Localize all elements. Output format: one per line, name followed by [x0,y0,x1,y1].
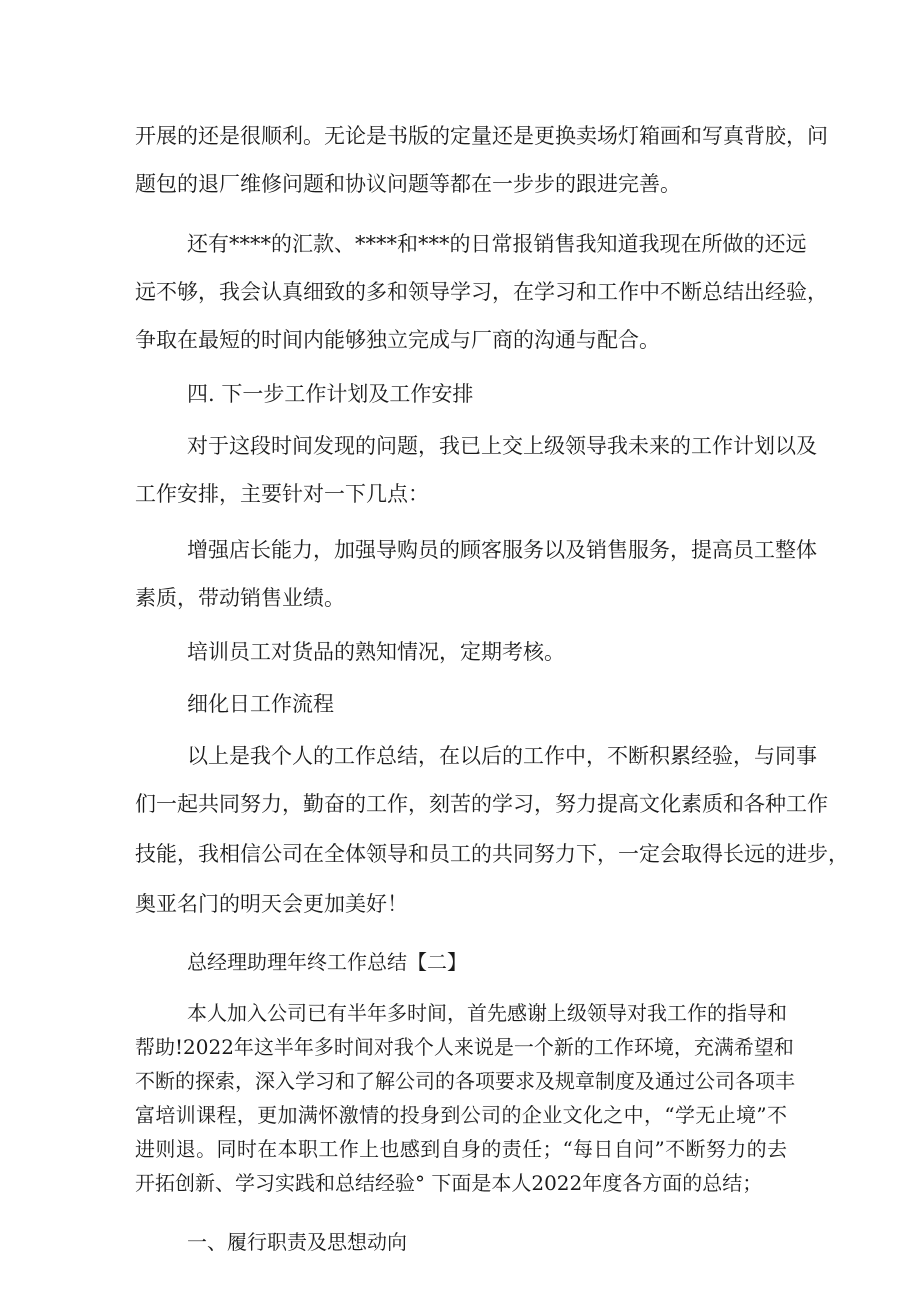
paragraph-line: 培训员工对货品的熟知情况，定期考核。 [187,640,565,664]
paragraph-line: 开拓创新、学习实践和总结经验° 下面是本人2022年度各方面的总结； [135,1171,763,1195]
paragraph-line: 远不够，我会认真细致的多和领导学习，在学习和工作中不断总结出经验， [135,280,828,304]
section-heading: 四. 下一步工作计划及工作安排 [187,382,474,406]
paragraph-line: 还有****的汇款、****和***的日常报销售我知道我现在所做的还远 [187,232,807,256]
paragraph-line: 素质，带动销售业绩。 [135,586,345,610]
paragraph-line: 争取在最短的时间内能够独立完成与厂商的沟通与配合。 [135,328,660,352]
paragraph-line: 富培训课程，更加满怀激情的投身到公司的企业文化之中，“学无止境”不 [135,1103,787,1127]
paragraph-line: 开展的还是很顺利。无论是书版的定量还是更换卖场灯箱画和写真背胶，问 [135,124,828,148]
paragraph-line: 奥亚名门的明天会更加美好！ [135,892,408,916]
paragraph-line: 进则退。同时在本职工作上也感到自身的责任；“每日自问”不断努力的去 [135,1137,787,1161]
paragraph-line: 增强店长能力，加强导购员的顾客服务以及销售服务，提高员工整体 [187,538,817,562]
paragraph-line: 题包的退厂维修问题和协议问题等都在一步步的跟进完善。 [135,172,681,196]
paragraph-line: 以上是我个人的工作总结，在以后的工作中，不断积累经验，与同事 [187,744,817,768]
paragraph-line: 技能，我相信公司在全体领导和员工的共同努力下，一定会取得长远的进步， [135,842,849,866]
paragraph-line: 工作安排，主要针对一下几点： [135,482,429,506]
section-title: 总经理助理年终工作总结【二】 [187,950,467,974]
section-heading: 一、履行职责及思想动向 [187,1230,407,1254]
paragraph-line: 帮助!2022年这半年多时间对我个人来说是一个新的工作环境，充满希望和 [135,1035,794,1059]
paragraph-line: 对于这段时间发现的问题，我已上交上级领导我未来的工作计划以及 [187,434,817,458]
paragraph-line: 们一起共同努力，勤奋的工作，刻苦的学习，努力提高文化素质和各种工作 [135,792,828,816]
paragraph-line: 不断的探索，深入学习和了解公司的各项要求及规章制度及通过公司各项丰 [135,1069,795,1093]
paragraph-line: 细化日工作流程 [187,692,334,716]
paragraph-line: 本人加入公司已有半年多时间，首先感谢上级领导对我工作的指导和 [187,1001,787,1025]
